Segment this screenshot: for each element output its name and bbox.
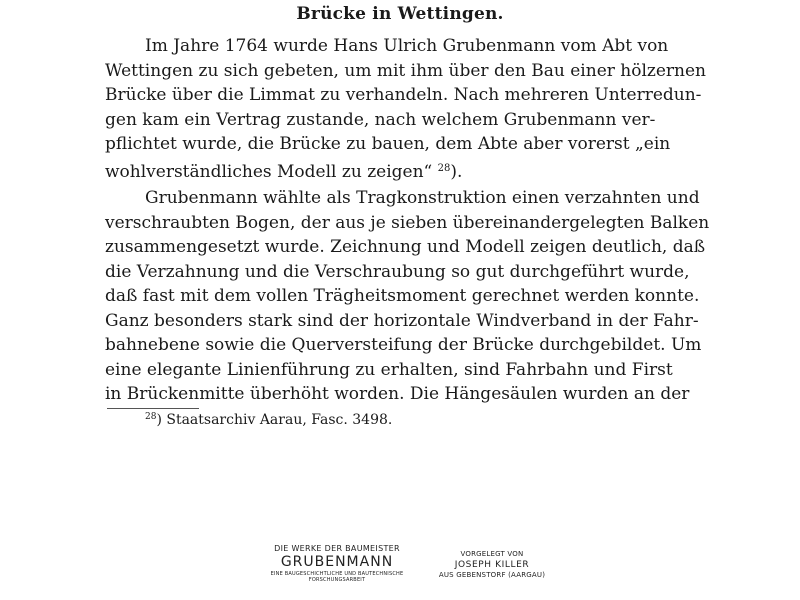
paragraph-line: Wettingen zu sich gebeten, um mit ihm über den Bau einer hölzernen (105, 60, 707, 81)
paragraph-line: pflichtet wurde, die Brücke zu bauen, dem Abte aber vorerst „ein (105, 134, 671, 154)
paragraph-line: verschraubten Bogen, der aus je sieben übereinandergelegten Balken (105, 212, 710, 233)
paragraph-line: eine elegante Linienführung zu erhalten, sind Fahrbahn und First (105, 359, 673, 380)
paragraph-line: in Brückenmitte überhöht worden. Die Hängesäulen wurden an der (105, 384, 690, 404)
footnote-divider (107, 408, 199, 409)
footnote (145, 412, 392, 428)
footer-presented-by: VORGELEGT VON (460, 550, 524, 558)
footer-book-title: GRUBENMANN (280, 554, 394, 570)
paragraph-line: bahnebene sowie die Querversteifung der Brücke durchgebildet. Um (105, 335, 702, 355)
page-title: Brücke in Wettingen. (296, 4, 504, 24)
footer-author-origin: AUS GEBENSTORF (AARGAU) (438, 571, 546, 579)
paragraph-line: Im Jahre 1764 wurde Hans Ulrich Grubenmann vom Abt von (145, 36, 669, 56)
footer-series-line: DIE WERKE DER BAUMEISTER (274, 544, 400, 553)
paragraph-line: zusammengesetzt wurde. Zeichnung und Modell zeigen deutlich, daß (105, 237, 706, 257)
footer-subtitle-line: EINE BAUGESCHICHTLICHE UND BAUTECHNISCHE (270, 571, 404, 577)
paragraph-line: daß fast mit dem vollen Trägheitsmoment gerechnet werden konnte. (105, 286, 700, 306)
footnote-text: ) Staatsarchiv Aarau, Fasc. 3498. (156, 412, 393, 428)
publication-footer (262, 544, 557, 596)
paragraph-end: ). (450, 161, 463, 182)
paragraph-2 (105, 186, 710, 407)
footer-book-block (262, 544, 412, 583)
footer-author-name: JOSEPH KILLER (454, 560, 530, 570)
paragraph-line: Ganz besonders stark sind der horizontale Windverband in der Fahr- (105, 310, 699, 331)
footnote-number: 28 (145, 412, 157, 422)
paragraph-line: gen kam ein Vertrag zustande, nach welchem Grubenmann ver- (105, 109, 656, 130)
paragraph-line: die Verzahnung und die Verschraubung so gut durchgeführt wurde, (105, 261, 690, 282)
paragraph-1 (105, 34, 707, 184)
footer-subtitle-line: FORSCHUNGSARBEIT (308, 577, 366, 583)
footnote-reference[interactable]: 28 (437, 162, 451, 174)
paragraph-line-text: wohlverständliches Modell zu zeigen“ (105, 161, 433, 182)
footer-author-block (427, 550, 557, 580)
paragraph-line: Brücke über die Limmat zu verhandeln. Nach mehreren Unterredun- (105, 85, 702, 105)
paragraph-line: Grubenmann wählte als Tragkonstruktion einen verzahnten und (145, 188, 700, 208)
paragraph-line-last (105, 157, 695, 185)
